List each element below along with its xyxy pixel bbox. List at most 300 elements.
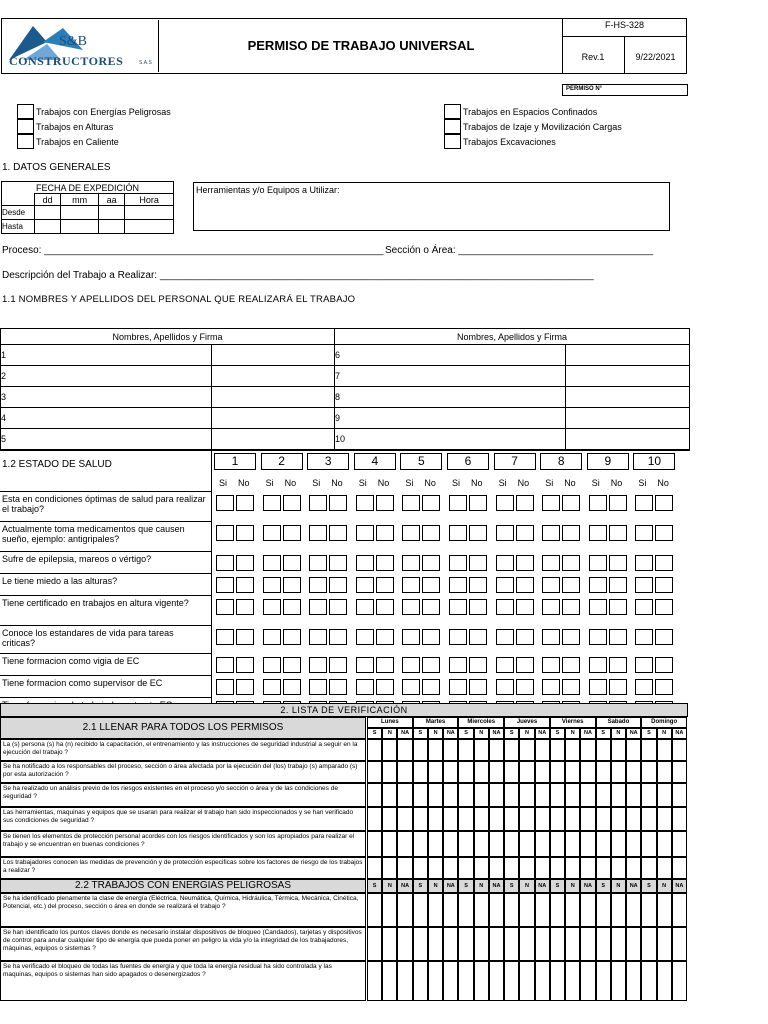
checklist-cell[interactable] bbox=[535, 927, 550, 961]
health-checkbox-no[interactable] bbox=[329, 525, 347, 541]
checklist-cell[interactable] bbox=[428, 807, 443, 831]
person-signature[interactable] bbox=[212, 387, 335, 408]
health-checkbox-si[interactable] bbox=[263, 679, 281, 695]
health-checkbox-no[interactable] bbox=[283, 679, 301, 695]
health-checkbox-no[interactable] bbox=[422, 657, 440, 673]
checklist-cell[interactable] bbox=[504, 893, 519, 927]
health-checkbox-si[interactable] bbox=[216, 679, 234, 695]
health-checkbox-si[interactable] bbox=[402, 629, 420, 645]
health-checkbox-no[interactable] bbox=[516, 495, 534, 511]
checklist-cell[interactable] bbox=[443, 857, 458, 879]
checklist-cell[interactable] bbox=[565, 739, 580, 761]
health-checkbox-no[interactable] bbox=[516, 599, 534, 615]
health-checkbox-si[interactable] bbox=[449, 679, 467, 695]
health-checkbox-no[interactable] bbox=[283, 577, 301, 593]
checklist-cell[interactable] bbox=[626, 961, 641, 1001]
checklist-cell[interactable] bbox=[504, 783, 519, 807]
health-checkbox-no[interactable] bbox=[376, 577, 394, 593]
health-checkbox-si[interactable] bbox=[496, 525, 514, 541]
checklist-cell[interactable] bbox=[382, 857, 397, 879]
checklist-cell[interactable] bbox=[565, 893, 580, 927]
health-checkbox-si[interactable] bbox=[216, 599, 234, 615]
health-checkbox-si[interactable] bbox=[542, 555, 560, 571]
checklist-cell[interactable] bbox=[580, 961, 595, 1001]
health-checkbox-si[interactable] bbox=[402, 679, 420, 695]
health-checkbox-si[interactable] bbox=[635, 599, 653, 615]
person-signature[interactable] bbox=[566, 408, 690, 429]
checklist-cell[interactable] bbox=[382, 831, 397, 857]
health-checkbox-no[interactable] bbox=[329, 555, 347, 571]
checklist-cell[interactable] bbox=[397, 857, 412, 879]
checklist-cell[interactable] bbox=[489, 893, 504, 927]
health-checkbox-no[interactable] bbox=[609, 495, 627, 511]
checklist-cell[interactable] bbox=[580, 831, 595, 857]
health-checkbox-si[interactable] bbox=[356, 577, 374, 593]
checklist-cell[interactable] bbox=[397, 783, 412, 807]
health-checkbox-si[interactable] bbox=[635, 679, 653, 695]
checklist-cell[interactable] bbox=[657, 807, 672, 831]
checklist-cell[interactable] bbox=[565, 831, 580, 857]
checklist-cell[interactable] bbox=[641, 857, 656, 879]
checklist-cell[interactable] bbox=[458, 961, 473, 1001]
health-checkbox-si[interactable] bbox=[309, 629, 327, 645]
checklist-cell[interactable] bbox=[519, 927, 534, 961]
checklist-cell[interactable] bbox=[596, 961, 611, 1001]
checklist-cell[interactable] bbox=[397, 807, 412, 831]
health-checkbox-si[interactable] bbox=[263, 495, 281, 511]
checklist-cell[interactable] bbox=[413, 783, 428, 807]
checklist-cell[interactable] bbox=[611, 783, 626, 807]
checklist-cell[interactable] bbox=[641, 783, 656, 807]
checklist-cell[interactable] bbox=[672, 927, 687, 961]
checklist-cell[interactable] bbox=[367, 857, 382, 879]
checklist-cell[interactable] bbox=[413, 807, 428, 831]
health-checkbox-si[interactable] bbox=[402, 525, 420, 541]
checklist-cell[interactable] bbox=[367, 783, 382, 807]
checklist-cell[interactable] bbox=[474, 831, 489, 857]
checklist-cell[interactable] bbox=[489, 761, 504, 783]
hasta-dd[interactable] bbox=[35, 220, 61, 234]
checklist-cell[interactable] bbox=[474, 927, 489, 961]
checklist-cell[interactable] bbox=[596, 927, 611, 961]
health-checkbox-si[interactable] bbox=[309, 555, 327, 571]
checklist-cell[interactable] bbox=[565, 783, 580, 807]
health-checkbox-no[interactable] bbox=[562, 629, 580, 645]
health-checkbox-no[interactable] bbox=[329, 599, 347, 615]
health-checkbox-si[interactable] bbox=[263, 577, 281, 593]
checklist-cell[interactable] bbox=[550, 961, 565, 1001]
hasta-aa[interactable] bbox=[99, 220, 125, 234]
health-checkbox-no[interactable] bbox=[516, 657, 534, 673]
health-checkbox-no[interactable] bbox=[422, 679, 440, 695]
checklist-cell[interactable] bbox=[535, 961, 550, 1001]
health-checkbox-si[interactable] bbox=[402, 599, 420, 615]
health-checkbox-si[interactable] bbox=[542, 599, 560, 615]
health-checkbox-no[interactable] bbox=[516, 679, 534, 695]
checklist-cell[interactable] bbox=[535, 857, 550, 879]
checklist-cell[interactable] bbox=[443, 927, 458, 961]
health-checkbox-no[interactable] bbox=[376, 555, 394, 571]
checklist-cell[interactable] bbox=[458, 783, 473, 807]
health-checkbox-si[interactable] bbox=[635, 577, 653, 593]
health-checkbox-no[interactable] bbox=[609, 629, 627, 645]
checklist-cell[interactable] bbox=[596, 761, 611, 783]
checklist-cell[interactable] bbox=[550, 783, 565, 807]
checklist-cell[interactable] bbox=[580, 807, 595, 831]
process-field[interactable]: Proceso: _____________________________________________________________ bbox=[2, 245, 384, 256]
checklist-cell[interactable] bbox=[504, 807, 519, 831]
checklist-cell[interactable] bbox=[367, 961, 382, 1001]
checklist-cell[interactable] bbox=[458, 761, 473, 783]
health-checkbox-no[interactable] bbox=[236, 629, 254, 645]
health-checkbox-no[interactable] bbox=[469, 577, 487, 593]
checklist-cell[interactable] bbox=[580, 893, 595, 927]
checklist-cell[interactable] bbox=[580, 783, 595, 807]
checklist-cell[interactable] bbox=[489, 831, 504, 857]
health-checkbox-si[interactable] bbox=[356, 657, 374, 673]
health-checkbox-si[interactable] bbox=[216, 577, 234, 593]
checklist-cell[interactable] bbox=[657, 739, 672, 761]
checklist-cell[interactable] bbox=[641, 831, 656, 857]
health-checkbox-no[interactable] bbox=[469, 629, 487, 645]
checklist-cell[interactable] bbox=[428, 961, 443, 1001]
checkbox-energias-peligrosas[interactable] bbox=[17, 104, 34, 119]
health-checkbox-no[interactable] bbox=[283, 629, 301, 645]
health-checkbox-si[interactable] bbox=[263, 657, 281, 673]
health-checkbox-no[interactable] bbox=[376, 629, 394, 645]
checklist-cell[interactable] bbox=[382, 783, 397, 807]
health-checkbox-si[interactable] bbox=[635, 525, 653, 541]
description-field[interactable]: Descripción del Trabajo a Realizar: ______________________________________________________________________________ bbox=[2, 270, 594, 281]
checklist-cell[interactable] bbox=[504, 761, 519, 783]
checklist-cell[interactable] bbox=[611, 807, 626, 831]
health-checkbox-si[interactable] bbox=[589, 525, 607, 541]
health-checkbox-si[interactable] bbox=[216, 629, 234, 645]
checklist-cell[interactable] bbox=[413, 761, 428, 783]
checklist-cell[interactable] bbox=[672, 807, 687, 831]
checklist-cell[interactable] bbox=[458, 857, 473, 879]
checklist-cell[interactable] bbox=[611, 761, 626, 783]
checklist-cell[interactable] bbox=[626, 807, 641, 831]
health-checkbox-no[interactable] bbox=[609, 555, 627, 571]
checklist-cell[interactable] bbox=[443, 739, 458, 761]
health-checkbox-si[interactable] bbox=[496, 599, 514, 615]
health-checkbox-si[interactable] bbox=[309, 599, 327, 615]
checklist-cell[interactable] bbox=[443, 961, 458, 1001]
checklist-cell[interactable] bbox=[596, 739, 611, 761]
checkbox-espacios-confinados[interactable] bbox=[444, 104, 461, 119]
health-checkbox-si[interactable] bbox=[449, 577, 467, 593]
checklist-cell[interactable] bbox=[519, 893, 534, 927]
checklist-cell[interactable] bbox=[474, 761, 489, 783]
checklist-cell[interactable] bbox=[489, 857, 504, 879]
permit-number-field[interactable] bbox=[562, 84, 688, 96]
checklist-cell[interactable] bbox=[489, 783, 504, 807]
checklist-cell[interactable] bbox=[443, 807, 458, 831]
health-checkbox-no[interactable] bbox=[655, 599, 673, 615]
checklist-cell[interactable] bbox=[672, 961, 687, 1001]
checklist-cell[interactable] bbox=[657, 893, 672, 927]
checklist-cell[interactable] bbox=[519, 807, 534, 831]
checklist-cell[interactable] bbox=[626, 831, 641, 857]
checklist-cell[interactable] bbox=[626, 783, 641, 807]
checklist-cell[interactable] bbox=[474, 783, 489, 807]
checklist-cell[interactable] bbox=[367, 927, 382, 961]
health-checkbox-no[interactable] bbox=[236, 577, 254, 593]
health-checkbox-no[interactable] bbox=[562, 555, 580, 571]
checklist-cell[interactable] bbox=[535, 761, 550, 783]
checklist-cell[interactable] bbox=[672, 739, 687, 761]
checklist-cell[interactable] bbox=[565, 857, 580, 879]
health-checkbox-no[interactable] bbox=[562, 657, 580, 673]
checklist-cell[interactable] bbox=[428, 831, 443, 857]
checklist-cell[interactable] bbox=[611, 831, 626, 857]
health-checkbox-si[interactable] bbox=[496, 679, 514, 695]
checklist-cell[interactable] bbox=[458, 739, 473, 761]
hasta-hora[interactable] bbox=[125, 220, 174, 234]
checklist-cell[interactable] bbox=[519, 831, 534, 857]
health-checkbox-no[interactable] bbox=[655, 577, 673, 593]
health-checkbox-no[interactable] bbox=[376, 599, 394, 615]
checklist-cell[interactable] bbox=[550, 761, 565, 783]
checklist-cell[interactable] bbox=[382, 893, 397, 927]
health-checkbox-no[interactable] bbox=[376, 495, 394, 511]
checklist-cell[interactable] bbox=[672, 783, 687, 807]
checklist-cell[interactable] bbox=[611, 893, 626, 927]
person-signature[interactable] bbox=[212, 408, 335, 429]
health-checkbox-si[interactable] bbox=[402, 555, 420, 571]
health-checkbox-no[interactable] bbox=[422, 629, 440, 645]
person-signature[interactable] bbox=[212, 345, 335, 366]
health-checkbox-si[interactable] bbox=[402, 495, 420, 511]
health-checkbox-si[interactable] bbox=[542, 525, 560, 541]
health-checkbox-no[interactable] bbox=[609, 599, 627, 615]
health-checkbox-no[interactable] bbox=[609, 577, 627, 593]
health-checkbox-si[interactable] bbox=[309, 679, 327, 695]
checklist-cell[interactable] bbox=[535, 783, 550, 807]
health-checkbox-si[interactable] bbox=[356, 679, 374, 695]
health-checkbox-si[interactable] bbox=[309, 495, 327, 511]
checklist-cell[interactable] bbox=[550, 831, 565, 857]
checklist-cell[interactable] bbox=[413, 961, 428, 1001]
health-checkbox-no[interactable] bbox=[422, 525, 440, 541]
area-field[interactable]: Sección o Área: ___________________________________ bbox=[385, 245, 654, 256]
checklist-cell[interactable] bbox=[489, 807, 504, 831]
health-checkbox-si[interactable] bbox=[216, 525, 234, 541]
checklist-cell[interactable] bbox=[382, 761, 397, 783]
health-checkbox-si[interactable] bbox=[449, 525, 467, 541]
health-checkbox-no[interactable] bbox=[329, 657, 347, 673]
health-checkbox-no[interactable] bbox=[562, 577, 580, 593]
health-checkbox-no[interactable] bbox=[516, 577, 534, 593]
health-checkbox-no[interactable] bbox=[329, 495, 347, 511]
tools-field[interactable] bbox=[193, 182, 670, 231]
checklist-cell[interactable] bbox=[413, 893, 428, 927]
checklist-cell[interactable] bbox=[550, 857, 565, 879]
health-checkbox-no[interactable] bbox=[469, 657, 487, 673]
health-checkbox-no[interactable] bbox=[422, 495, 440, 511]
health-checkbox-si[interactable] bbox=[356, 525, 374, 541]
health-checkbox-no[interactable] bbox=[655, 657, 673, 673]
checklist-cell[interactable] bbox=[367, 761, 382, 783]
health-checkbox-si[interactable] bbox=[589, 657, 607, 673]
checklist-cell[interactable] bbox=[428, 739, 443, 761]
health-checkbox-no[interactable] bbox=[376, 657, 394, 673]
checkbox-izaje[interactable] bbox=[444, 119, 461, 134]
health-checkbox-no[interactable] bbox=[516, 525, 534, 541]
checklist-cell[interactable] bbox=[397, 739, 412, 761]
checklist-cell[interactable] bbox=[474, 857, 489, 879]
checklist-cell[interactable] bbox=[504, 857, 519, 879]
checklist-cell[interactable] bbox=[367, 739, 382, 761]
checklist-cell[interactable] bbox=[641, 761, 656, 783]
checklist-cell[interactable] bbox=[641, 893, 656, 927]
checklist-cell[interactable] bbox=[535, 831, 550, 857]
checklist-cell[interactable] bbox=[641, 739, 656, 761]
checklist-cell[interactable] bbox=[413, 831, 428, 857]
checklist-cell[interactable] bbox=[626, 761, 641, 783]
health-checkbox-no[interactable] bbox=[422, 599, 440, 615]
checklist-cell[interactable] bbox=[550, 739, 565, 761]
checklist-cell[interactable] bbox=[382, 807, 397, 831]
checklist-cell[interactable] bbox=[580, 927, 595, 961]
health-checkbox-no[interactable] bbox=[283, 495, 301, 511]
health-checkbox-si[interactable] bbox=[589, 599, 607, 615]
health-checkbox-si[interactable] bbox=[263, 555, 281, 571]
checklist-cell[interactable] bbox=[657, 961, 672, 1001]
checklist-cell[interactable] bbox=[519, 739, 534, 761]
checkbox-caliente[interactable] bbox=[17, 134, 34, 149]
health-checkbox-no[interactable] bbox=[562, 495, 580, 511]
checklist-cell[interactable] bbox=[519, 761, 534, 783]
health-checkbox-si[interactable] bbox=[542, 495, 560, 511]
checklist-cell[interactable] bbox=[367, 893, 382, 927]
health-checkbox-si[interactable] bbox=[449, 657, 467, 673]
checklist-cell[interactable] bbox=[474, 961, 489, 1001]
checklist-cell[interactable] bbox=[626, 893, 641, 927]
person-signature[interactable] bbox=[566, 429, 690, 450]
health-checkbox-no[interactable] bbox=[236, 679, 254, 695]
checklist-cell[interactable] bbox=[397, 961, 412, 1001]
health-checkbox-si[interactable] bbox=[635, 495, 653, 511]
health-checkbox-no[interactable] bbox=[562, 599, 580, 615]
health-checkbox-si[interactable] bbox=[589, 577, 607, 593]
health-checkbox-si[interactable] bbox=[589, 679, 607, 695]
desde-mm[interactable] bbox=[61, 206, 99, 220]
checklist-cell[interactable] bbox=[428, 857, 443, 879]
health-checkbox-no[interactable] bbox=[469, 599, 487, 615]
health-checkbox-si[interactable] bbox=[449, 555, 467, 571]
health-checkbox-no[interactable] bbox=[516, 555, 534, 571]
checklist-cell[interactable] bbox=[458, 831, 473, 857]
health-checkbox-si[interactable] bbox=[263, 599, 281, 615]
checklist-cell[interactable] bbox=[626, 739, 641, 761]
checklist-cell[interactable] bbox=[611, 857, 626, 879]
checklist-cell[interactable] bbox=[519, 783, 534, 807]
checklist-cell[interactable] bbox=[428, 783, 443, 807]
health-checkbox-no[interactable] bbox=[236, 555, 254, 571]
checklist-cell[interactable] bbox=[474, 739, 489, 761]
checklist-cell[interactable] bbox=[397, 927, 412, 961]
checklist-cell[interactable] bbox=[672, 857, 687, 879]
checklist-cell[interactable] bbox=[382, 927, 397, 961]
checklist-cell[interactable] bbox=[565, 961, 580, 1001]
checklist-cell[interactable] bbox=[657, 783, 672, 807]
checklist-cell[interactable] bbox=[596, 807, 611, 831]
checklist-cell[interactable] bbox=[626, 927, 641, 961]
person-signature[interactable] bbox=[212, 429, 335, 450]
checklist-cell[interactable] bbox=[550, 927, 565, 961]
health-checkbox-no[interactable] bbox=[655, 495, 673, 511]
health-checkbox-no[interactable] bbox=[422, 577, 440, 593]
checklist-cell[interactable] bbox=[565, 761, 580, 783]
checklist-cell[interactable] bbox=[397, 761, 412, 783]
checklist-cell[interactable] bbox=[641, 807, 656, 831]
health-checkbox-si[interactable] bbox=[216, 495, 234, 511]
checklist-cell[interactable] bbox=[641, 961, 656, 1001]
health-checkbox-si[interactable] bbox=[356, 495, 374, 511]
checklist-cell[interactable] bbox=[657, 831, 672, 857]
checklist-cell[interactable] bbox=[428, 927, 443, 961]
health-checkbox-si[interactable] bbox=[542, 577, 560, 593]
health-checkbox-no[interactable] bbox=[562, 679, 580, 695]
health-checkbox-si[interactable] bbox=[496, 577, 514, 593]
health-checkbox-no[interactable] bbox=[422, 555, 440, 571]
health-checkbox-si[interactable] bbox=[356, 555, 374, 571]
health-checkbox-no[interactable] bbox=[655, 679, 673, 695]
health-checkbox-si[interactable] bbox=[589, 555, 607, 571]
checklist-cell[interactable] bbox=[519, 961, 534, 1001]
checklist-cell[interactable] bbox=[596, 857, 611, 879]
health-checkbox-no[interactable] bbox=[609, 679, 627, 695]
hasta-mm[interactable] bbox=[61, 220, 99, 234]
health-checkbox-no[interactable] bbox=[283, 525, 301, 541]
health-checkbox-si[interactable] bbox=[496, 495, 514, 511]
health-checkbox-si[interactable] bbox=[216, 657, 234, 673]
health-checkbox-si[interactable] bbox=[309, 657, 327, 673]
health-checkbox-si[interactable] bbox=[402, 657, 420, 673]
health-checkbox-si[interactable] bbox=[356, 599, 374, 615]
health-checkbox-si[interactable] bbox=[542, 629, 560, 645]
checklist-cell[interactable] bbox=[611, 961, 626, 1001]
checklist-cell[interactable] bbox=[428, 761, 443, 783]
health-checkbox-si[interactable] bbox=[309, 525, 327, 541]
checklist-cell[interactable] bbox=[535, 739, 550, 761]
checklist-cell[interactable] bbox=[580, 739, 595, 761]
checklist-cell[interactable] bbox=[382, 961, 397, 1001]
checklist-cell[interactable] bbox=[565, 807, 580, 831]
health-checkbox-no[interactable] bbox=[376, 679, 394, 695]
health-checkbox-si[interactable] bbox=[449, 599, 467, 615]
checklist-cell[interactable] bbox=[413, 927, 428, 961]
health-checkbox-no[interactable] bbox=[283, 599, 301, 615]
health-checkbox-si[interactable] bbox=[356, 629, 374, 645]
checklist-cell[interactable] bbox=[443, 761, 458, 783]
checklist-cell[interactable] bbox=[489, 961, 504, 1001]
checklist-cell[interactable] bbox=[443, 893, 458, 927]
checklist-cell[interactable] bbox=[504, 739, 519, 761]
health-checkbox-no[interactable] bbox=[236, 525, 254, 541]
checklist-cell[interactable] bbox=[458, 807, 473, 831]
checkbox-excavaciones[interactable] bbox=[444, 134, 461, 149]
checklist-cell[interactable] bbox=[596, 783, 611, 807]
checklist-cell[interactable] bbox=[596, 893, 611, 927]
person-signature[interactable] bbox=[566, 387, 690, 408]
health-checkbox-no[interactable] bbox=[655, 555, 673, 571]
person-signature[interactable] bbox=[212, 366, 335, 387]
checklist-cell[interactable] bbox=[443, 783, 458, 807]
checklist-cell[interactable] bbox=[474, 807, 489, 831]
